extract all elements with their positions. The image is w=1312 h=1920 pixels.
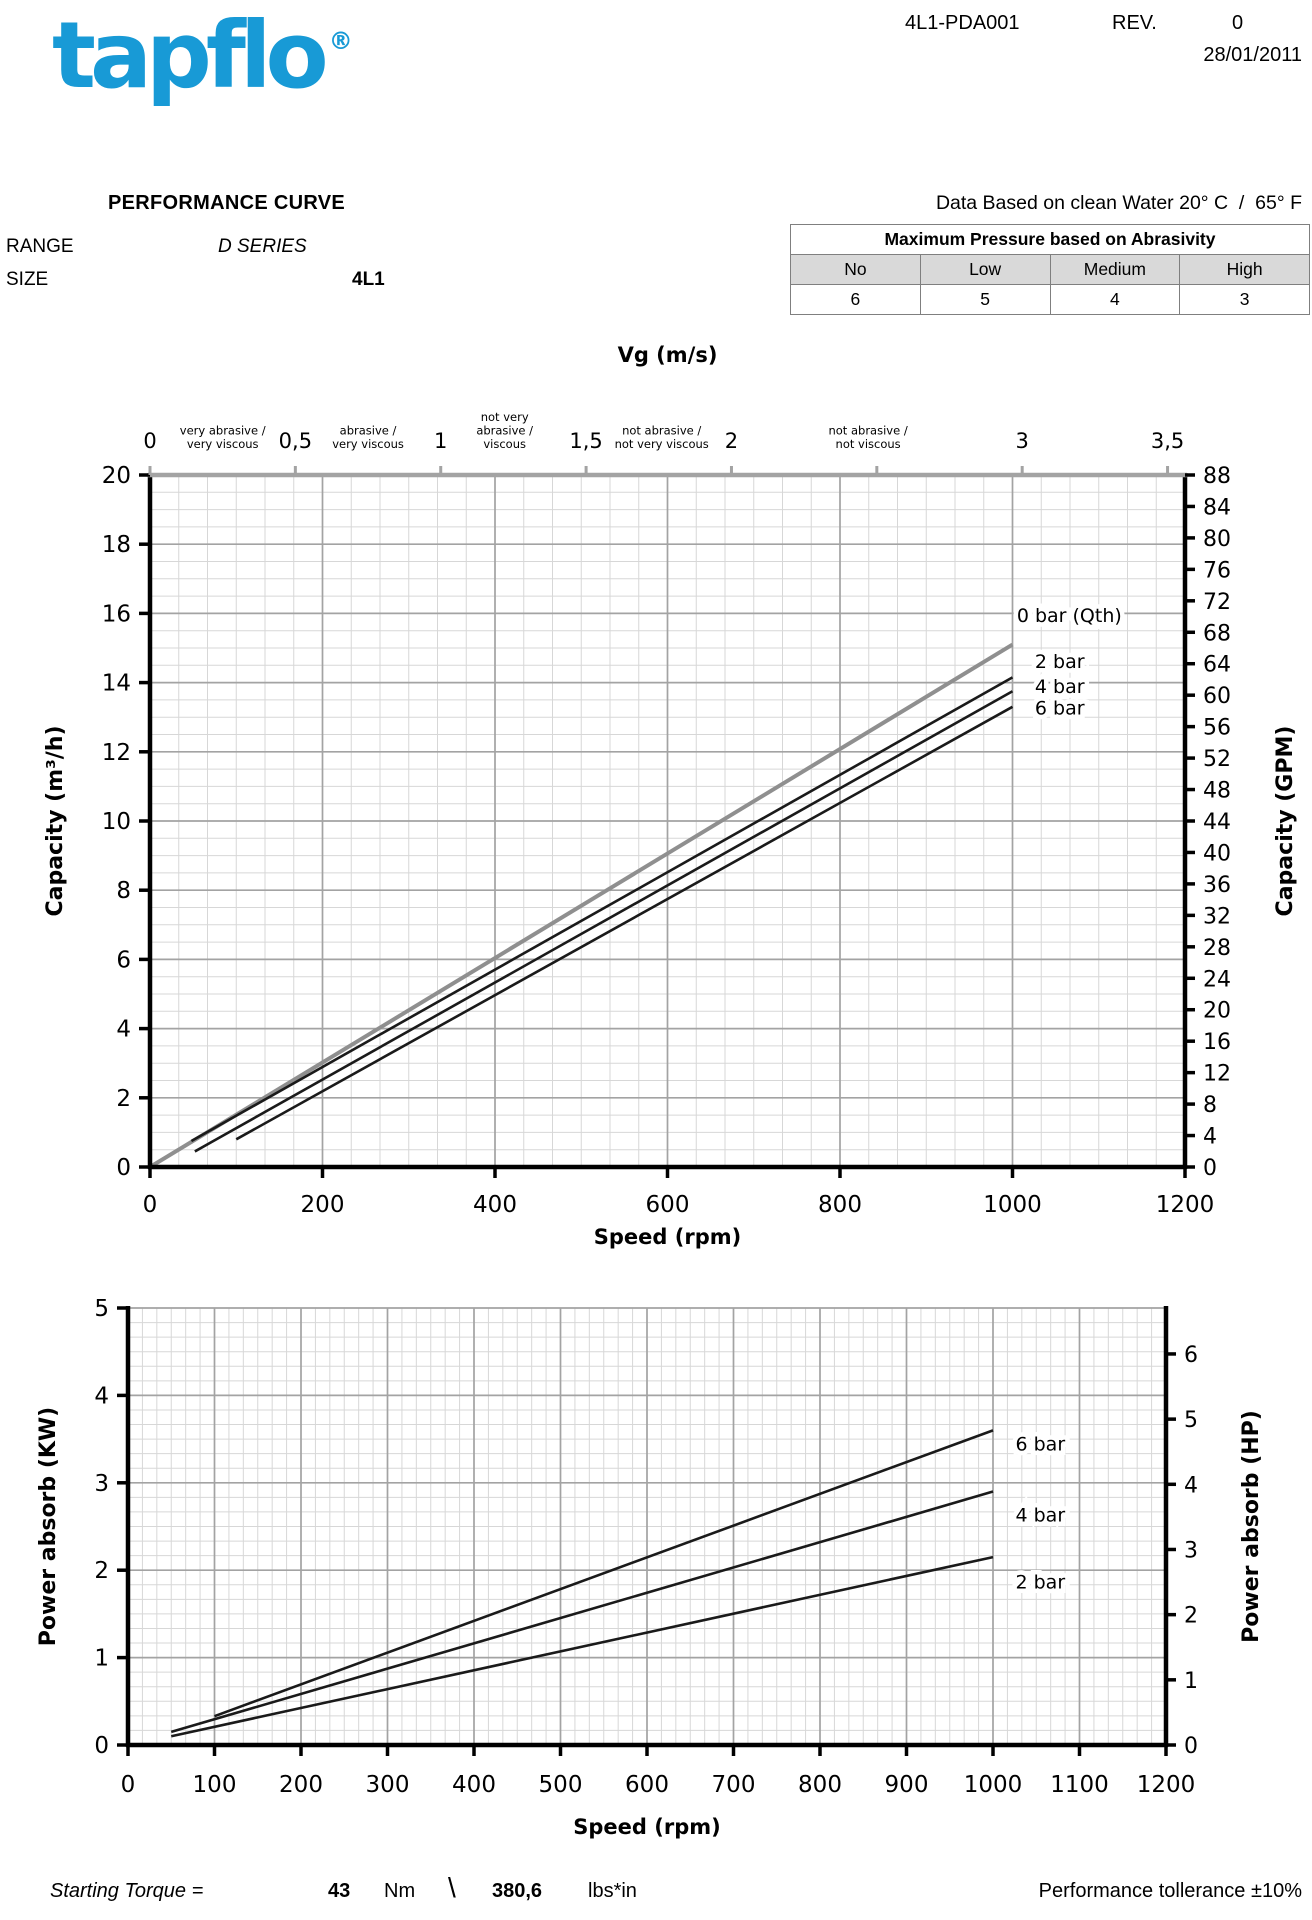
top-axis-tick-label: 3	[1015, 429, 1029, 453]
y-left-tick-label: 14	[101, 670, 131, 697]
y-right-tick-label: 6	[1184, 1342, 1198, 1368]
abrasivity-col-high: High	[1180, 255, 1310, 285]
x-tick-label: 800	[798, 1772, 842, 1798]
abrasivity-zone-label: not viscous	[835, 437, 901, 451]
y-right-tick-label: 48	[1203, 778, 1231, 804]
capacity-chart	[0, 300, 1312, 1270]
series-line	[191, 677, 1012, 1141]
y-right-tick-label: 60	[1203, 684, 1231, 710]
size-label: SIZE	[6, 269, 49, 290]
torque-lbs-unit: lbs*in	[588, 1880, 637, 1902]
x-tick-label: 300	[365, 1772, 410, 1798]
y-right-tick-label: 24	[1203, 967, 1231, 993]
series-label: 4 bar	[1015, 1504, 1066, 1527]
abrasivity-zone-label: not abrasive /	[828, 423, 908, 438]
top-axis-tick-label: 3,5	[1150, 429, 1185, 453]
rev-value: 0	[1232, 12, 1244, 34]
y-right-axis-title: Power absorb (HP)	[1239, 1410, 1264, 1643]
y-right-tick-label: 68	[1203, 621, 1231, 647]
x-tick-label: 500	[538, 1772, 583, 1798]
y-right-tick-label: 64	[1203, 652, 1231, 678]
abrasivity-zone-label: viscous	[483, 437, 527, 451]
top-axis-title: Vg (m/s)	[617, 343, 718, 367]
abrasivity-zone-label: not very viscous	[614, 437, 709, 451]
y-left-tick-label: 6	[116, 947, 131, 974]
starting-torque-label: Starting Torque =	[50, 1880, 204, 1902]
x-tick-label: 1200	[1155, 1192, 1215, 1218]
doc-date: 28/01/2011	[1203, 44, 1302, 66]
x-axis-title: Speed (rpm)	[593, 1225, 742, 1249]
rev-label: REV.	[1112, 12, 1157, 34]
series-line	[171, 1492, 993, 1732]
y-left-tick-label: 10	[101, 809, 131, 835]
abrasivity-col-no: No	[791, 255, 921, 285]
x-tick-label: 800	[818, 1192, 862, 1218]
torque-nm-unit: Nm	[384, 1880, 416, 1902]
y-right-tick-label: 52	[1203, 747, 1231, 773]
y-right-tick-label: 16	[1203, 1030, 1231, 1056]
series-line	[195, 691, 1013, 1151]
abrasivity-value-high: 3	[1180, 285, 1310, 315]
abrasivity-table-header-row	[791, 255, 1310, 285]
abrasivity-zone-label: abrasive /	[476, 423, 534, 438]
torque-nm-value: 43	[328, 1880, 351, 1902]
torque-separator: \	[448, 1872, 456, 1903]
abrasivity-value-medium: 4	[1050, 285, 1180, 315]
x-tick-label: 0	[120, 1772, 136, 1798]
series-line	[171, 1557, 993, 1736]
abrasivity-zone-label: not very	[480, 410, 529, 424]
y-right-tick-label: 5	[1184, 1408, 1198, 1434]
range-label: RANGE	[6, 236, 74, 257]
top-axis-tick-label: 1,5	[569, 429, 603, 453]
y-left-tick-label: 5	[94, 1296, 109, 1322]
y-left-tick-label: 18	[101, 532, 131, 559]
tapflo-logo	[52, 2, 353, 109]
abrasivity-value-no: 6	[791, 285, 921, 315]
x-tick-label: 1100	[1050, 1772, 1109, 1798]
range-value: D SERIES	[218, 236, 307, 257]
y-left-axis-title: Power absorb (KW)	[36, 1406, 61, 1647]
y-left-tick-label: 2	[94, 1558, 109, 1585]
x-tick-label: 1200	[1136, 1772, 1196, 1798]
top-axis-tick-label: 2	[724, 429, 739, 453]
series-label: 6 bar	[1034, 697, 1085, 720]
series-label: 2 bar	[1015, 1571, 1066, 1594]
abrasivity-zone-label: not abrasive /	[622, 423, 702, 438]
y-right-tick-label: 4	[1184, 1473, 1198, 1499]
abrasivity-value-low: 5	[920, 285, 1050, 315]
y-right-tick-label: 80	[1203, 526, 1231, 552]
x-tick-label: 400	[473, 1192, 517, 1218]
y-right-tick-label: 0	[1184, 1734, 1198, 1759]
y-left-tick-label: 16	[101, 601, 131, 628]
series-label: 6 bar	[1015, 1433, 1066, 1456]
y-right-tick-label: 40	[1203, 841, 1231, 867]
y-left-axis-title: Capacity (m³/h)	[43, 725, 68, 917]
abrasivity-col-low: Low	[920, 255, 1050, 285]
y-right-tick-label: 28	[1203, 935, 1231, 961]
y-left-tick-label: 12	[101, 739, 131, 766]
x-tick-label: 0	[142, 1192, 158, 1218]
series-line	[236, 707, 1012, 1140]
y-left-tick-label: 4	[116, 1016, 131, 1043]
y-left-tick-label: 1	[94, 1645, 109, 1672]
x-tick-label: 700	[711, 1772, 756, 1798]
abrasivity-col-medium: Medium	[1050, 255, 1180, 285]
series-label: 2 bar	[1034, 651, 1085, 674]
y-right-tick-label: 8	[1203, 1093, 1217, 1119]
y-left-tick-label: 20	[101, 463, 131, 489]
registered-trademark-icon: ®	[328, 27, 353, 55]
y-right-tick-label: 20	[1203, 998, 1231, 1024]
y-right-tick-label: 56	[1203, 715, 1231, 741]
y-right-tick-label: 4	[1203, 1124, 1217, 1150]
series-label: 4 bar	[1034, 676, 1085, 699]
y-right-tick-label: 76	[1203, 558, 1231, 584]
doc-number: 4L1-PDA001	[905, 12, 1020, 34]
y-right-tick-label: 3	[1184, 1538, 1198, 1564]
x-tick-label: 1000	[983, 1192, 1042, 1218]
y-left-tick-label: 2	[116, 1085, 131, 1112]
abrasivity-table-title-row	[791, 225, 1310, 255]
y-right-tick-label: 44	[1203, 809, 1231, 835]
y-left-tick-label: 0	[94, 1733, 109, 1759]
y-right-tick-label: 84	[1203, 495, 1231, 521]
abrasivity-zone-label: very abrasive /	[179, 423, 266, 438]
y-left-tick-label: 8	[116, 878, 131, 905]
series-label: 0 bar (Qth)	[1016, 605, 1122, 628]
torque-lbs-value: 380,6	[492, 1880, 543, 1902]
y-right-tick-label: 72	[1203, 589, 1231, 615]
top-axis-tick-label: 1	[434, 429, 448, 453]
abrasivity-zone-label: very viscous	[186, 437, 259, 451]
size-value: 4L1	[352, 269, 385, 290]
y-left-tick-label: 4	[94, 1383, 109, 1410]
abrasivity-zone-label: very viscous	[332, 437, 404, 451]
power-chart	[0, 1270, 1312, 1910]
y-left-tick-label: 0	[116, 1155, 131, 1181]
performance-tolerance: Performance tollerance ±10%	[1038, 1880, 1302, 1902]
x-tick-label: 200	[279, 1772, 323, 1798]
abrasivity-zone-label: abrasive /	[339, 423, 397, 438]
top-axis-tick-label: 0	[143, 429, 157, 453]
y-right-tick-label: 1	[1184, 1668, 1198, 1694]
x-tick-label: 900	[884, 1772, 929, 1798]
y-right-tick-label: 88	[1203, 463, 1231, 489]
page-title: PERFORMANCE CURVE	[108, 192, 345, 214]
x-tick-label: 400	[452, 1772, 496, 1798]
data-basis-note: Data Based on clean Water 20° C / 65° F	[935, 192, 1302, 214]
y-right-tick-label: 0	[1203, 1156, 1217, 1181]
x-tick-label: 200	[300, 1192, 345, 1218]
abrasivity-table-title: Maximum Pressure based on Abrasivity	[791, 225, 1310, 255]
y-right-tick-label: 12	[1203, 1061, 1231, 1087]
y-right-tick-label: 2	[1184, 1603, 1198, 1629]
y-left-tick-label: 3	[94, 1470, 109, 1497]
top-axis-tick-label: 0,5	[278, 429, 313, 453]
x-axis-title: Speed (rpm)	[573, 1815, 721, 1839]
y-right-tick-label: 36	[1203, 872, 1231, 898]
x-tick-label: 600	[645, 1192, 690, 1218]
y-right-axis-title: Capacity (GPM)	[1273, 725, 1298, 917]
x-tick-label: 100	[192, 1772, 237, 1798]
tapflo-logo-text: tapflo	[52, 2, 323, 109]
y-right-tick-label: 32	[1203, 904, 1231, 930]
x-tick-label: 1000	[963, 1772, 1023, 1798]
x-tick-label: 600	[625, 1772, 669, 1798]
